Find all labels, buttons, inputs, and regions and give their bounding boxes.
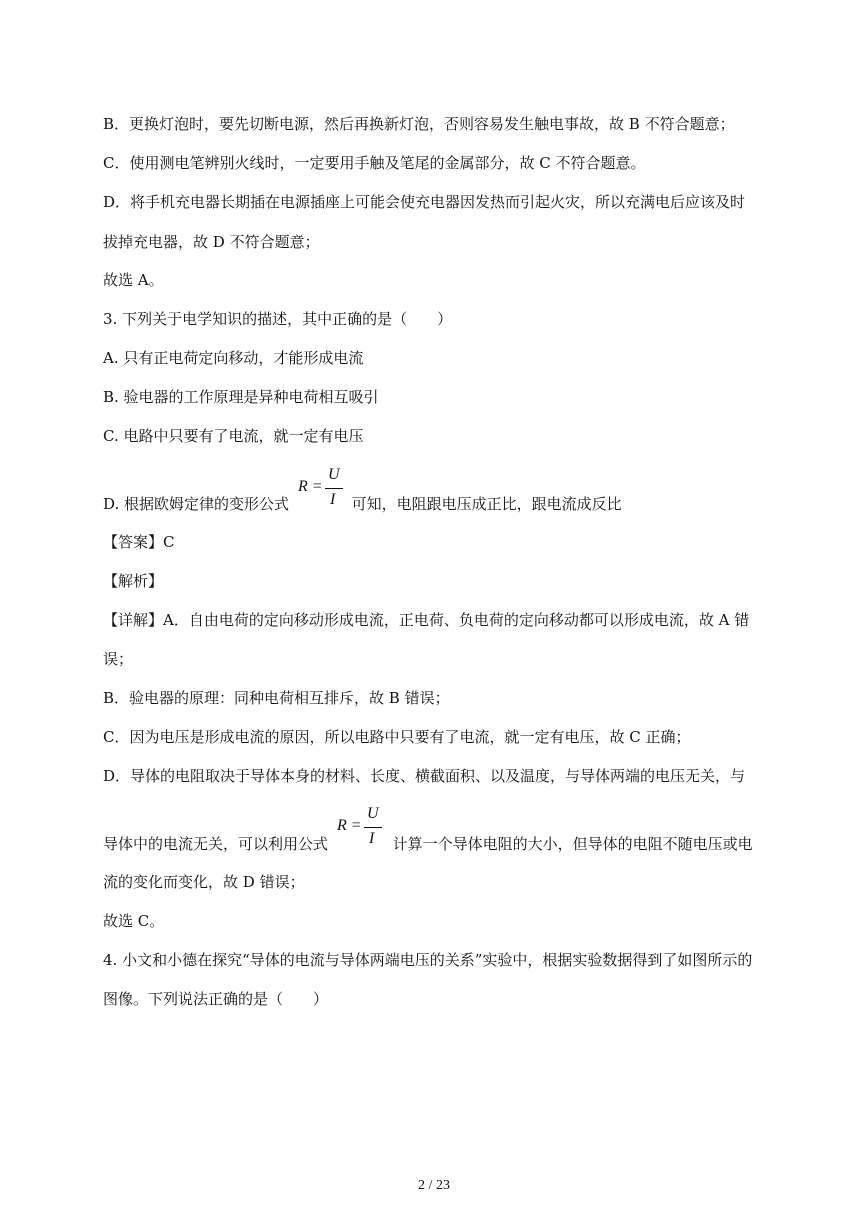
text-line: 故选 A。 [103,271,164,289]
explain-text-before: 导体中的电流无关，可以利用公式 [103,835,329,853]
explain-text-after: 计算一个导体电阻的大小，但导体的电阻不随电压或电 [392,835,753,853]
question-3-option-d [103,494,768,514]
analysis-heading: 【解析】 [103,572,164,590]
answer-line: 【答案】C [103,533,175,551]
question-3-option-a: A. 只有正电荷定向移动，才能形成电流 [103,349,364,367]
page-separator: / [425,1178,436,1193]
question-3-option-b: B. 验电器的工作原理是异种电荷相互吸引 [103,388,379,406]
text-line: 误； [103,650,134,668]
text-line: 【详解】A．自由电荷的定向移动形成电流，正电荷、负电荷的定向移动都可以形成电流，故 A 错 [103,611,750,629]
fraction-bar [364,827,382,828]
question-3-option-c: C. 电路中只要有了电流，就一定有电压 [103,427,364,445]
text-line: B．更换灯泡时，要先切断电源，然后再换新灯泡，否则容易发生触电事故，故 B 不符合题意； [103,115,735,133]
text-line: 图像。下列说法正确的是（ ） [103,990,329,1008]
total-pages: 23 [435,1178,450,1193]
formula-lhs: R = [337,817,362,834]
page-number [0,1177,868,1195]
text-line-with-formula [103,834,768,854]
text-line: B．验电器的原理：同种电荷相互排斥，故 B 错误； [103,689,450,707]
option-d-text-after: 可知，电阻跟电压成正比，跟电流成反比 [351,495,622,513]
formula-numerator: U [367,805,379,822]
formula-lhs: R = [298,478,323,495]
formula-numerator: U [328,466,340,483]
question-3-stem: 3. 下列关于电学知识的描述，其中正确的是（ ） [103,310,453,328]
text-line: 故选 C。 [103,912,165,930]
text-line: C．使用测电笔辨别火线时，一定要用手触及笔尾的金属部分，故 C 不符合题意。 [103,154,646,172]
text-line: 流的变化而变化，故 D 错误； [103,873,305,891]
text-line: C．因为电压是形成电流的原因，所以电路中只要有了电流，就一定有电压，故 C 正确； [103,728,691,746]
text-line: D．导体的电阻取决于导体本身的材料、长度、横截面积、以及温度，与导体两端的电压无关，与 [103,767,746,785]
text-line: 拔掉充电器，故 D 不符合题意； [103,233,320,251]
option-d-text-before: D. 根据欧姆定律的变形公式 [103,495,290,513]
question-4-stem: 4. 小文和小德在探究“导体的电流与导体两端电压的关系”实验中，根据实验数据得到了如图所示的 [103,951,753,969]
text-line: D．将手机充电器长期插在电源插座上可能会使充电器因发热而引起火灾，所以充满电后应该及时 [103,193,746,211]
ohm-formula [337,805,387,849]
current-page: 2 [418,1178,426,1193]
fraction-bar [325,488,343,489]
ohm-formula [298,466,348,510]
formula-denominator: I [330,491,336,508]
formula-denominator: I [369,830,375,847]
